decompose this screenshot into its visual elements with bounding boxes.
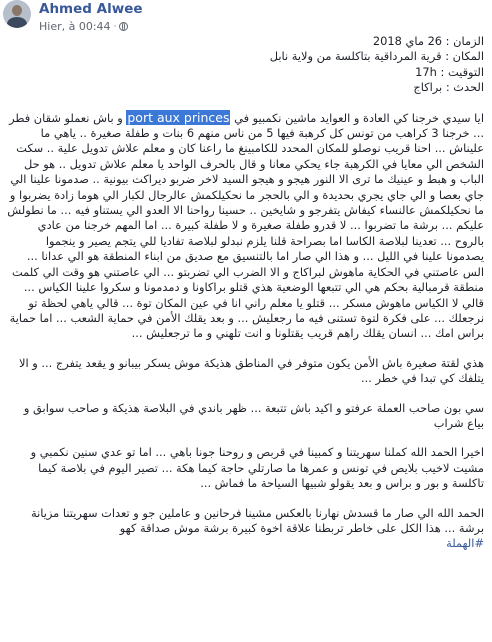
- post-timestamp[interactable]: Hier, à 00:44: [39, 20, 111, 33]
- highlighted-text: port aux princes: [127, 109, 230, 125]
- author-name[interactable]: Ahmed Alwee: [39, 1, 143, 17]
- post-body: [0, 34, 492, 552]
- meta-separator: ·: [113, 21, 117, 32]
- post-header: [0, 0, 492, 34]
- info-date: الزمان : 26 ماي 2018: [372, 34, 484, 48]
- globe-icon[interactable]: [119, 22, 128, 31]
- info-place: المكان : قرية المرداقية بتاكلسة من ولاية نابل: [269, 49, 484, 64]
- story-paragraph: الحمد الله الي صار ما قسدش نهارنا بالعكس مشينا فرحانين و عاملين جو و تعدات سهريتنا مزيانة برشة ... هذا الكل على خاطر تربطنا علاقة اخوة كبيرة برشة موش صداقة كهو: [30, 505, 484, 535]
- story-paragraph: ايا سيدي خرجنا كي العادة و العوايد ماشين نكمبيو في port aux princes و باش نعملو شقان فطر ... خرجنا 3 كراهب من تونس كل كرهبة فيها 5 من ناس منهم 6 بنات و طفلة صغيرة .. ياهي ما عليناش ... احنا قريب نوصلو للمكان المحدد للكامبينغ ما راعنا كان و معلم علاش تدويل علية .. سكت الشخص الي معايا في الكرهبة جاء يحكي معانا و قال بالحرف الواحد يا معلم علاش تدويل .. هو حل الباب و هبط و عينيك ما ترى الا النور هيجو و هيجو السيد لاخر ضربو ديراكت بيونية .. صدمونا علينا الي جاي بعصا و الي جاي يجري بحديدة و الي بالحجر ما نحكيلكمش عالرجال لكبار الي هوما زادة يضربوا و ما نحكيلكمش عالنساء كيفاش يتفرجو و شايخين .. حسينا رواحنا الا العدو الي يستناو فيه ... ما نطولش عليكم ... برشة ما تضربوا ... لا قدرو طفلة صغيرة و لا طفلة كبيرة ... اما المهم خرجنا من عادي بالروح ... تعدينا لبلاصة الكاسا اما بصراحة قلنا يلزم نبدلو لبلاصة تفاديا للي يتجم يصير و ينجموا يصدمونا علينا في الليل ... و هذا الي صار اما بالتنسيق مع صديق من ابناء المنطقة هو الي عدانا ... الس عاصتني في الحكاية ماهوش لبراكاج و الا الضرب الي تضربتو ... الي عاصتني هو وقت الي كلمت منطقة قرمبالية بحكم هي الي تتبعها الوضعية هذي قتلو براكاونا و دمدمونا و سكروا علينا الكياس ... قالي لا الكياس ماهوش مسكر ... قتلو يا معلم راني انا في عين المكان توة ... قالي ياهي لحظة تو نرجعلك ... على فكرة لتوة تستنى فيه ما رجعليش ... و بعد يقلك الأمن في حماية الشعب ... اما حماية براس امك ... انسان يقلك راهم قريب يقتلونا و انت تلهني و ما ترجعليش ...: [7, 109, 484, 341]
- post-meta: [39, 20, 128, 33]
- info-time: التوقيت : 17h: [415, 64, 484, 79]
- story-paragraph: سي بون صاحب العملة عرفتو و اكيد باش تتبعة ... ظهر باندي في البلاصة هذيكة و صاحب سوابق و بياع شراب: [23, 400, 484, 430]
- avatar[interactable]: [3, 0, 31, 28]
- info-event: الحدث : براكاج: [413, 80, 484, 95]
- hashtag-link[interactable]: #الهملة: [446, 536, 484, 551]
- story-paragraph: هذي لقتة صغيرة باش الأمن يكون متوفر في المناطق هذيكة موش يسكر بيبانو و يقعد يتفرج ... و الا يتلفك كي تبدا في خطر ...: [18, 355, 484, 386]
- story-paragraph: اخيرا الحمد الله كملنا سهريتنا و كمبينا في قربص و روحنا جونا باهي ... اما تو عدي سنين نكمبي و مشيت لاخيب بلايص في تونس و عمرها ما صارتلي حاجة كيما هكة ... تصير اليوم في بلاصة كيما تاكلسة و بور و براس و بعد يقولو شبيها السياحة ما فماش ...: [30, 445, 484, 491]
